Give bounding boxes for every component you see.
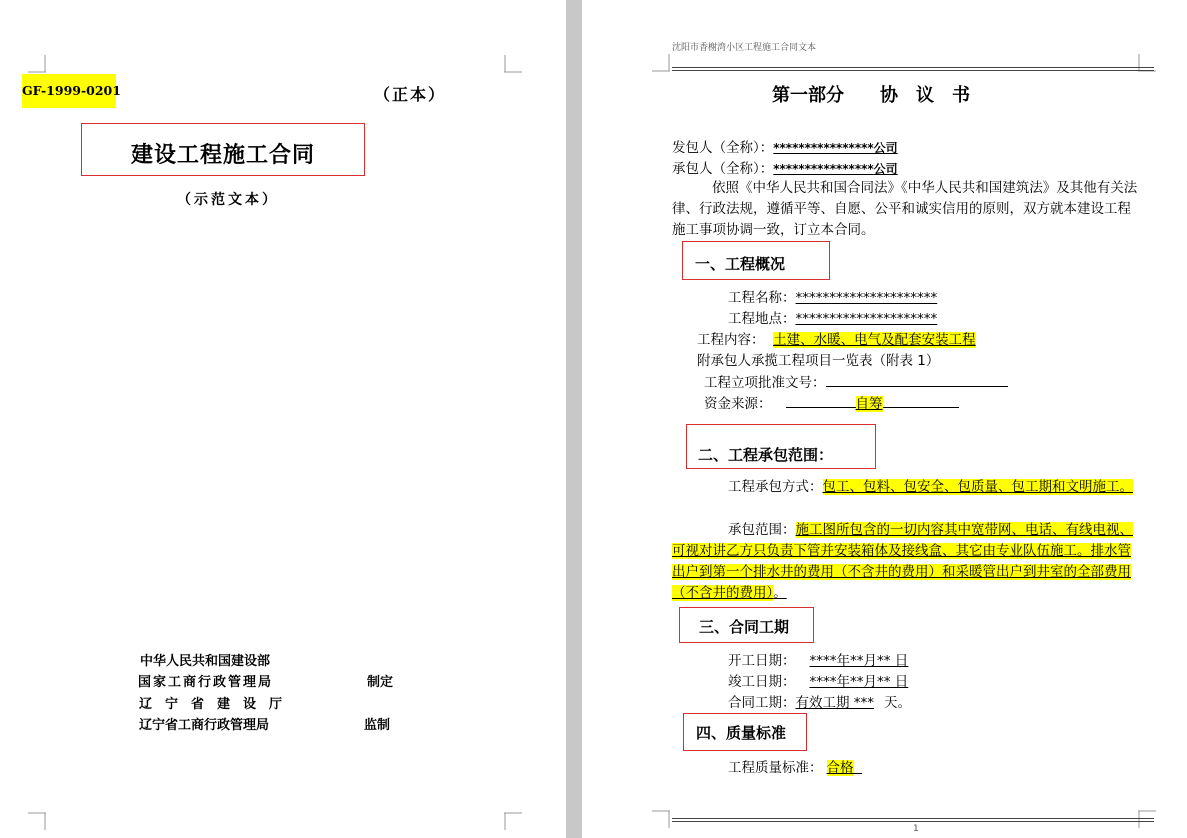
fund-line [704,392,959,412]
section-1-title: 一、工程概况 [695,255,786,273]
fund-value: 自筹 [855,396,883,412]
header-rule [672,70,1154,71]
section-2-title: 二、工程承包范围： [698,446,834,464]
header-rule [672,67,1154,68]
agreement-page [582,0,1187,838]
section-4-title: 四、质量标准 [696,724,787,742]
issuer-3: 辽 宁 省 建 设 厅 [139,697,283,712]
project-location-line [728,307,937,327]
scope-value: 施工图所包含的一切内容其中宽带网、电话、有线电视、可视对讲乙方只负责下管并安装箱体及接线盒、其它由专业队伍施工。排水管出户到第一个排水井的费用（不含井的费用）和采暖管出户到井室的全部费用（不含井的费用） [672,522,1133,601]
employer-value: ****************公司 [773,141,898,155]
start-date-line [728,649,996,669]
fund-label: 资金来源： [704,396,772,412]
end-date-value: ****年**月** 日 [809,674,909,690]
employer-label: 发包人（全称）： [672,140,774,156]
start-date-value: ****年**月** 日 [809,653,909,669]
footer-rule [672,818,1154,819]
issuer-2-action: 制定 [367,675,394,690]
duration-value: 有效工期 *** [795,695,875,711]
footer-rule [672,821,1154,822]
attachment-note: 附承包人承揽工程项目一览表（附表 1） [697,353,940,369]
project-location-value: ********************* [795,311,938,327]
document-subtitle: （示范文本） [177,192,279,208]
contract-mode-paragraph [672,477,1144,498]
start-date-label: 开工日期： [728,653,796,669]
edition-label: （正本） [374,85,447,104]
crop-mark [28,55,46,73]
crop-mark [504,55,522,73]
cover-page [0,0,566,838]
issuer-1: 中华人民共和国建设部 [140,654,271,669]
part-title: 第一部分 协 议 书 [772,85,970,106]
contract-code: GF-1999-0201 [22,74,116,108]
issuer-4-action: 监制 [364,718,391,733]
contract-mode-value: 包工、包料、包安全、包质量、包工期和文明施工。 [822,479,1133,495]
contractor-label: 承包人（全称）： [672,161,774,177]
duration-line [728,691,911,711]
intro-paragraph: 依照《中华人民共和国合同法》《中华人民共和国建筑法》及其他有关法律、行政法规，遵循平等、自愿、公平和诚实信用的原则，双方就本建设工程施工事项协调一致，订立本合同。 [672,180,1138,238]
contractor-line [672,157,898,177]
end-date-label: 竣工日期： [728,674,796,690]
quality-label: 工程质量标准： [728,760,823,776]
crop-mark [652,810,670,828]
scope-label: 承包范围： [728,522,796,538]
project-content-line [697,328,976,348]
project-name-value: ********************* [795,290,938,306]
duration-unit: 天。 [884,695,912,711]
issuer-2: 国家工商行政管理局 [138,675,274,690]
section-3-title: 三、合同工期 [699,618,790,636]
scope-end: 。 [773,585,787,601]
crop-mark [1138,810,1156,828]
document-title: 建设工程施工合同 [130,142,315,168]
quality-line [728,756,862,776]
project-content-label: 工程内容： [697,332,765,348]
crop-mark [504,812,522,830]
employer-line [672,136,898,156]
project-location-label: 工程地点： [728,311,796,327]
project-content-value: 土建、水暖、电气及配套安装工程 [773,332,976,348]
duration-label: 合同工期： [728,695,796,711]
crop-mark [28,812,46,830]
project-name-line [728,286,937,306]
approval-blank [826,372,1008,387]
contractor-value: ****************公司 [773,162,898,176]
crop-mark [652,54,670,72]
approval-label: 工程立项批准文号： [704,375,826,391]
quality-value: 合格 [826,760,854,776]
running-header: 沈阳市香榭湾小区工程施工合同文本 [672,43,817,53]
contract-mode-label: 工程承包方式： [728,479,823,495]
project-name-label: 工程名称： [728,290,796,306]
approval-line [704,371,1008,391]
issuer-4: 辽宁省工商行政管理局 [139,718,270,733]
page-number: 1 [913,824,919,834]
scope-paragraph [672,520,1144,604]
end-date-line [728,670,996,690]
